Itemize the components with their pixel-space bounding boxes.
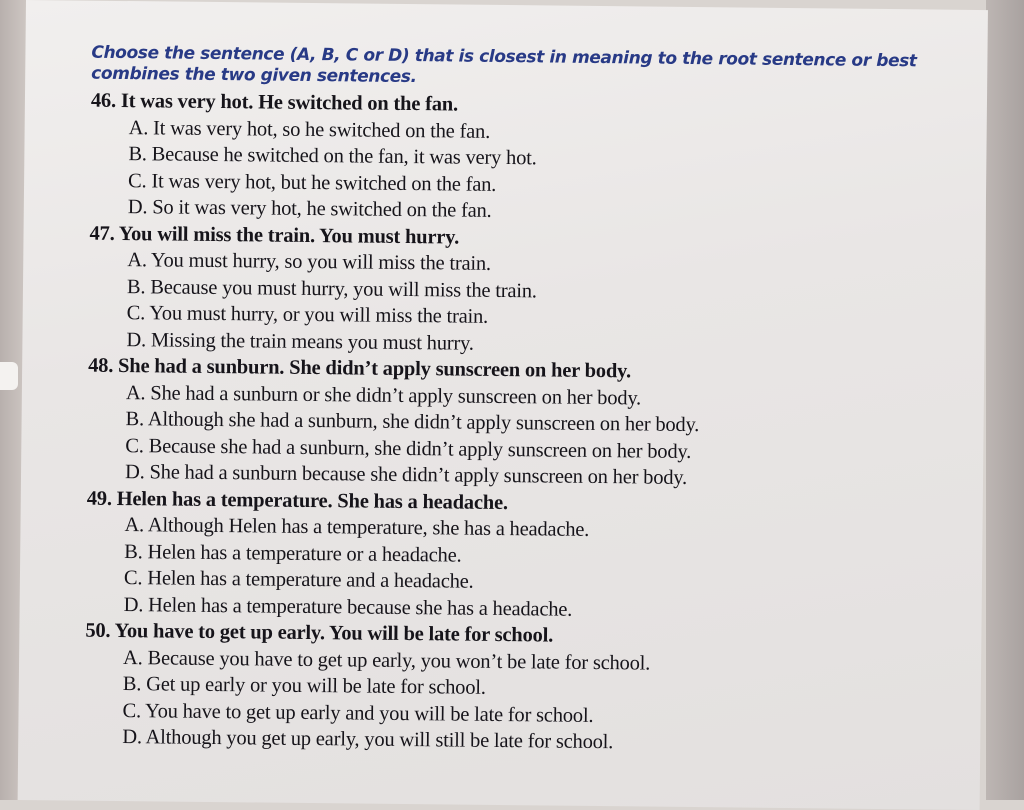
option-c: C. It was very hot, but he switched on the fan. — [127, 169, 497, 196]
worksheet-paper — [18, 0, 988, 810]
question-48 — [87, 353, 948, 494]
option-b: B. Get up early or you will be late for school. — [122, 673, 486, 699]
light-reflection — [0, 362, 18, 390]
option-a: A. It was very hot, so he switched on the fan. — [128, 116, 491, 143]
question-stem: 49. Helen has a temperature. She has a headache. — [86, 487, 508, 514]
option-list — [84, 644, 945, 759]
option-a: A. You must hurry, so you will miss the train. — [127, 249, 492, 275]
question-stem: 47. You will miss the train. You must hurry. — [89, 222, 460, 249]
option-a: A. She had a sunburn or she didn’t apply sunscreen on her body. — [125, 381, 642, 409]
question-stem: 46. It was very hot. He switched on the fan. — [90, 89, 459, 116]
option-d: D. She had a sunburn because she didn’t apply sunscreen on her body. — [124, 461, 688, 489]
option-list — [88, 247, 949, 362]
question-46 — [90, 88, 951, 229]
instructions: Choose the sentence (A, B, C or D) that is closest in meaning to the root sentence or best combines the two given sentences. — [91, 42, 917, 88]
option-list — [87, 379, 948, 494]
option-list — [90, 114, 951, 229]
option-a: A. Because you have to get up early, you won’t be late for school. — [123, 646, 651, 675]
photo-background-right — [986, 0, 1024, 800]
option-b: B. Because he switched on the fan, it was very hot. — [128, 143, 537, 170]
question-stem: 50. You have to get up early. You will be late for school. — [85, 619, 554, 647]
question-50 — [84, 618, 945, 759]
option-c: C. Helen has a temperature and a headache. — [123, 567, 474, 593]
question-49 — [86, 485, 947, 626]
option-d: D. Although you get up early, you will still be late for school. — [122, 726, 614, 754]
option-d: D. Helen has a temperature because she has a headache. — [123, 593, 573, 621]
option-c: C. You must hurry, or you will miss the train. — [126, 302, 489, 328]
worksheet-content — [84, 43, 951, 759]
option-b: B. Helen has a temperature or a headache. — [124, 540, 462, 567]
option-d: D. Missing the train means you must hurry. — [126, 328, 474, 355]
question-stem: 48. She had a sunburn. She didn’t apply sunscreen on her body. — [88, 354, 632, 383]
option-c: C. You have to get up early and you will be late for school. — [122, 699, 594, 727]
option-list — [86, 512, 947, 627]
option-a: A. Although Helen has a temperature, she has a headache. — [124, 514, 590, 541]
option-b: B. Because you must hurry, you will miss the train. — [126, 275, 537, 302]
option-d: D. So it was very hot, he switched on the fan. — [127, 196, 492, 222]
option-c: C. Because she had a sunburn, she didn’t apply sunscreen on her body. — [125, 434, 692, 463]
question-47 — [88, 220, 949, 361]
option-b: B. Although she had a sunburn, she didn’t apply sunscreen on her body. — [125, 408, 700, 437]
